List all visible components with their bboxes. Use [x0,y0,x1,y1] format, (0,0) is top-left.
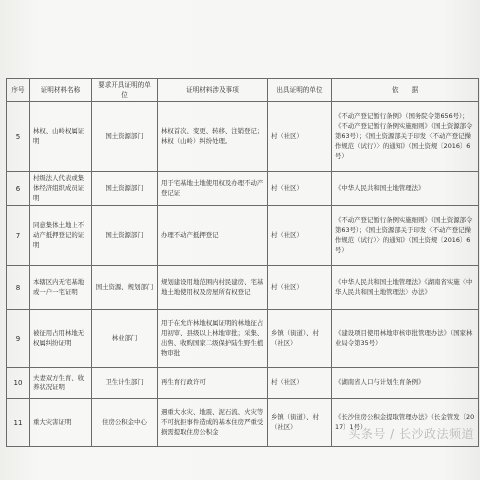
row-no: 6 [7,172,30,206]
header-requester: 要求开具证明的单位 [92,79,158,102]
table-row [7,368,479,399]
row-matter: 再生育行政许可 [158,368,268,399]
row-matter: 遇重大水灾、地震、泥石流、火灾等不可抗拒事件造成的基本住房严重受损需提取住房公积金 [158,399,268,447]
row-basis: 《中华人民共和国土地管理法》 [332,172,479,206]
header-no: 序号 [7,79,30,102]
row-no: 8 [7,266,30,310]
table-row [7,266,479,310]
row-requester: 国土资源部门 [92,172,158,206]
row-name: 本辖区内无宅基地或一户一宅证明 [30,266,92,310]
row-matter: 用于在允许林地权属证明的林地征占用初审、县级以上林地审批；采集、出售、收购国家二级保护陆生野生植物审批 [158,310,268,368]
row-name: 夫妻双方生育、收养状况证明 [30,368,92,399]
row-name: 同意集体土地上不动产抵押登记的证明 [30,206,92,266]
row-issuer: 村（社区） [268,368,332,399]
header-basis: 依 据 [332,79,479,102]
row-requester: 国土资源、规划部门 [92,266,158,310]
row-issuer: 村（社区） [268,266,332,310]
header-matter: 证明材料涉及事项 [158,79,268,102]
row-no: 5 [7,102,30,172]
row-matter: 办理不动产抵押登记 [158,206,268,266]
row-requester: 国土资源部门 [92,206,158,266]
row-basis: 《建设项目使用林地审核审批管理办法》（国家林业局令第35号） [332,310,479,368]
header-issuer: 出具证明的单位 [268,79,332,102]
row-basis: 《中华人民共和国土地管理法》《湖南省实施〈中华人民共和国土地管理法〉办法》 [332,266,479,310]
row-issuer: 村（社区） [268,102,332,172]
row-matter: 林权首次、变更、转移、注销登记；林权（山岭）纠纷处理。 [158,102,268,172]
row-requester: 卫生计生部门 [92,368,158,399]
row-no: 9 [7,310,30,368]
watermark-text: 头条号 / 长沙政法频道 [348,427,474,441]
row-basis: 《不动产登记暂行条例实施细则》（国土资源部令第63号）；《国土资源部关于印发〈不动产登记操作规范（试行）〉的通知》（国土资规〔2016〕6号） [332,206,479,266]
row-name: 村级法人代表或集体经济组织成员证明 [30,172,92,206]
row-requester: 住房公积金中心 [92,399,158,447]
row-no: 11 [7,399,30,447]
table-row [7,102,479,172]
row-issuer: 乡镇（街道）、村（社区） [268,310,332,368]
row-no: 10 [7,368,30,399]
row-issuer: 村（社区） [268,206,332,266]
row-basis: 《不动产登记暂行条例》（国务院令第656号）；《不动产登记暂行条例实施细则》（国土资源部令第63号）；《国土资源部关于印发〈不动产登记操作规范（试行）〉的通知》（国土资规〔2016〕6号） [332,102,479,172]
row-requester: 国土资源部门 [92,102,158,172]
table-header-row [7,79,479,102]
row-name: 被征用占用林地无权属纠纷证明 [30,310,92,368]
row-name: 重大灾害证明 [30,399,92,447]
table-row [7,206,479,266]
row-requester: 林业部门 [92,310,158,368]
row-issuer: 村（社区） [268,172,332,206]
table-row [7,172,479,206]
row-matter: 规划建设用地范围内村民建房、宅基地土地使用权及房屋所有权登记 [158,266,268,310]
row-matter: 用于宅基地土地使用权及办理不动产登记证 [158,172,268,206]
row-issuer: 乡镇（街道）、村（社区） [268,399,332,447]
header-name: 证明材料名称 [30,79,92,102]
row-basis: 《长沙住房公积金提取管理办法》（长金管发〔2017〕1号） [332,399,479,447]
table-row [7,310,479,368]
row-no: 7 [7,206,30,266]
row-basis: 《湖南省人口与计划生育条例》 [332,368,479,399]
certificate-table [6,78,479,447]
row-name: 林权、山岭权属证明 [30,102,92,172]
